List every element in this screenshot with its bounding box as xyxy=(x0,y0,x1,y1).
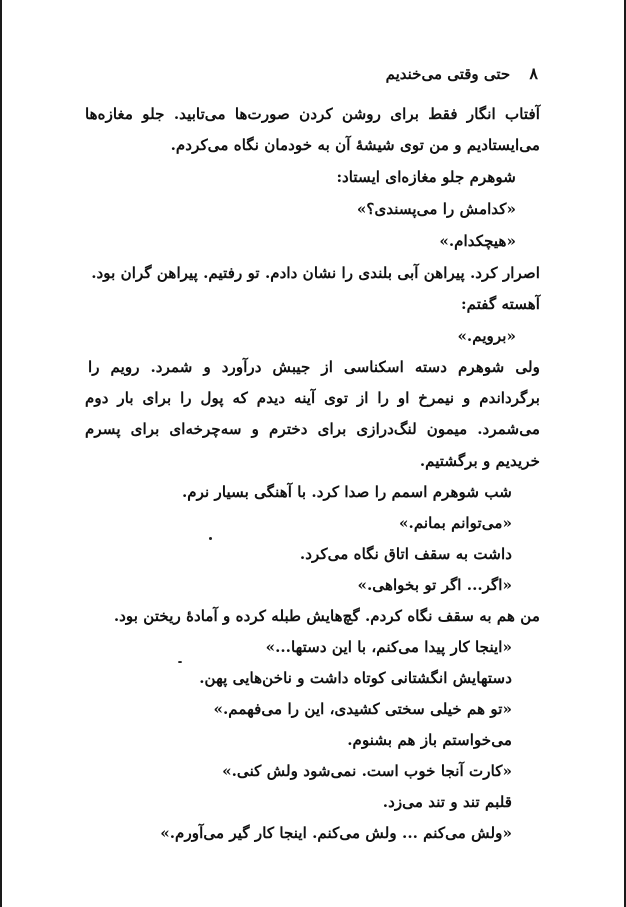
dialog-line: «ولش می‌کنم ... ولش می‌کنم. اینجا کار گیر می‌آورم.» xyxy=(160,824,512,842)
body-line: آفتاب انگار فقط برای روشن کردن صورت‌ها می‌تابید. جلو مغازه‌ها xyxy=(85,105,540,123)
body-line: می‌شمرد. میمون لنگ‌درازی برای دخترم و سه‌چرخه‌ای برای پسرم xyxy=(85,420,540,438)
body-line: شوهرم جلو مغازه‌ای ایستاد: xyxy=(336,168,516,186)
running-title: حتی وقتی می‌خندیم xyxy=(385,65,511,83)
print-speck xyxy=(178,661,182,663)
dialog-line: «اگر... اگر تو بخواهی.» xyxy=(357,576,512,594)
body-line: ولی شوهرم دسته اسکناسی از جیبش درآورد و شمرد. رویم را xyxy=(88,358,540,376)
dialog-line: «اینجا کار پیدا می‌کنم، با این دستها...» xyxy=(265,638,512,656)
body-line: می‌ایستادیم و من توی شیشهٔ آن به خودمان نگاه می‌کردم. xyxy=(170,136,540,154)
dialog-line: «برویم.» xyxy=(457,327,516,345)
running-header xyxy=(386,64,538,83)
body-line: اصرار کرد. پیراهن آبی بلندی را نشان دادم. تو رفتیم. پیراهن گران بود. xyxy=(91,264,540,282)
body-line: برگرداندم و نیمرخ او را از توی آینه دیدم که پول را برای بار دوم xyxy=(85,389,540,407)
dialog-line: «کارت آنجا خوب است. نمی‌شود ولش کنی.» xyxy=(222,762,512,780)
dialog-line: «کدامش را می‌پسندی؟» xyxy=(356,200,516,218)
body-line: آهسته گفتم: xyxy=(460,295,540,313)
body-line: من هم به سقف نگاه کردم. گچ‌هایش طبله کرده و آمادهٔ ریختن بود. xyxy=(113,607,540,625)
page-number: ۸ xyxy=(529,64,538,83)
body-line: دستهایش انگشتانی کوتاه داشت و ناخن‌هایی پهن. xyxy=(199,669,512,687)
dialog-line: «هیچکدام.» xyxy=(439,232,516,250)
print-speck xyxy=(209,537,212,540)
body-line: داشت به سقف اتاق نگاه می‌کرد. xyxy=(299,545,512,563)
body-line: می‌خواستم باز هم بشنوم. xyxy=(347,731,512,749)
body-line: خریدیم و برگشتیم. xyxy=(419,452,540,470)
dialog-line: «می‌توانم بمانم.» xyxy=(399,514,512,532)
body-line: شب شوهرم اسمم را صدا کرد. با آهنگی بسیار نرم. xyxy=(181,483,512,501)
body-line: قلبم تند و تند می‌زد. xyxy=(382,793,512,811)
page-edge-left xyxy=(0,0,2,907)
dialog-line: «تو هم خیلی سختی کشیدی، این را می‌فهمم.» xyxy=(213,700,512,718)
